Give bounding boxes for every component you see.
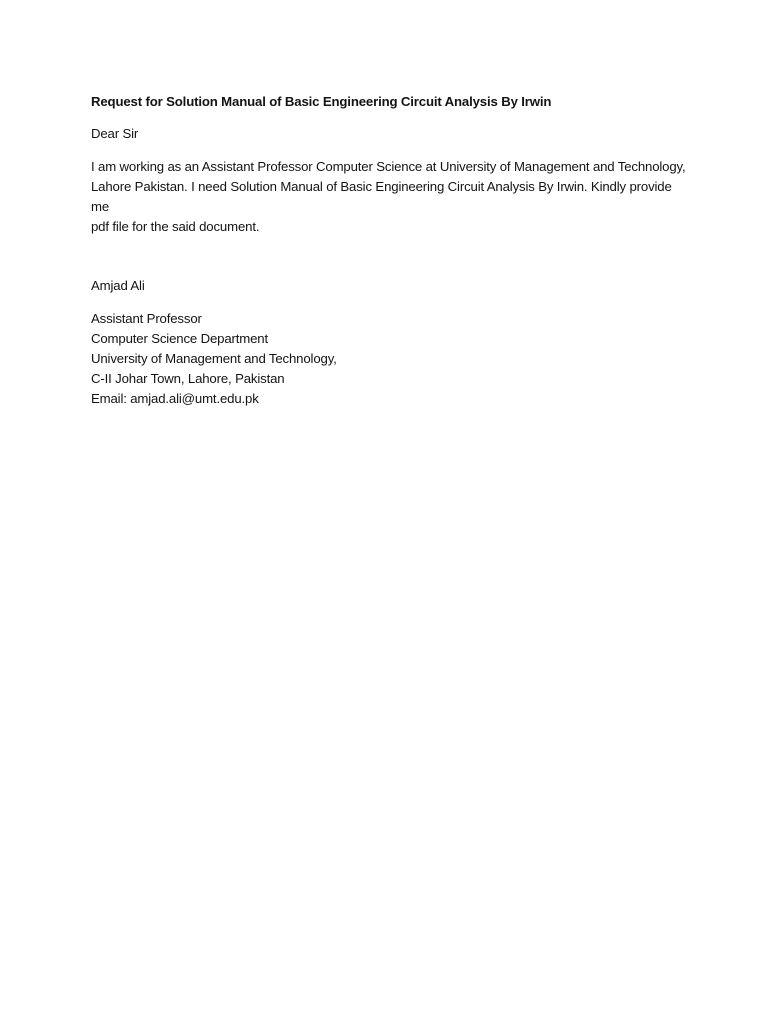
signer-name: Amjad Ali xyxy=(91,278,145,293)
body-line: I am working as an Assistant Professor Computer Science at University of Management and Technology, xyxy=(91,159,686,174)
signature-email: Email: amjad.ali@umt.edu.pk xyxy=(91,391,259,406)
signature-university: University of Management and Technology, xyxy=(91,351,337,366)
letter-content xyxy=(91,93,691,409)
body-line: Lahore Pakistan. I need Solution Manual of Basic Engineering Circuit Analysis By Irwin. Kindly provide me xyxy=(91,179,672,214)
letter-body xyxy=(91,157,691,237)
body-line: pdf file for the said document. xyxy=(91,219,260,234)
letter-title: Request for Solution Manual of Basic Engineering Circuit Analysis By Irwin xyxy=(91,94,552,109)
signature-address: C-II Johar Town, Lahore, Pakistan xyxy=(91,371,285,386)
signature-department: Computer Science Department xyxy=(91,331,268,346)
signature-block xyxy=(91,309,691,409)
letter-greeting: Dear Sir xyxy=(91,126,139,141)
signature-title: Assistant Professor xyxy=(91,311,202,326)
